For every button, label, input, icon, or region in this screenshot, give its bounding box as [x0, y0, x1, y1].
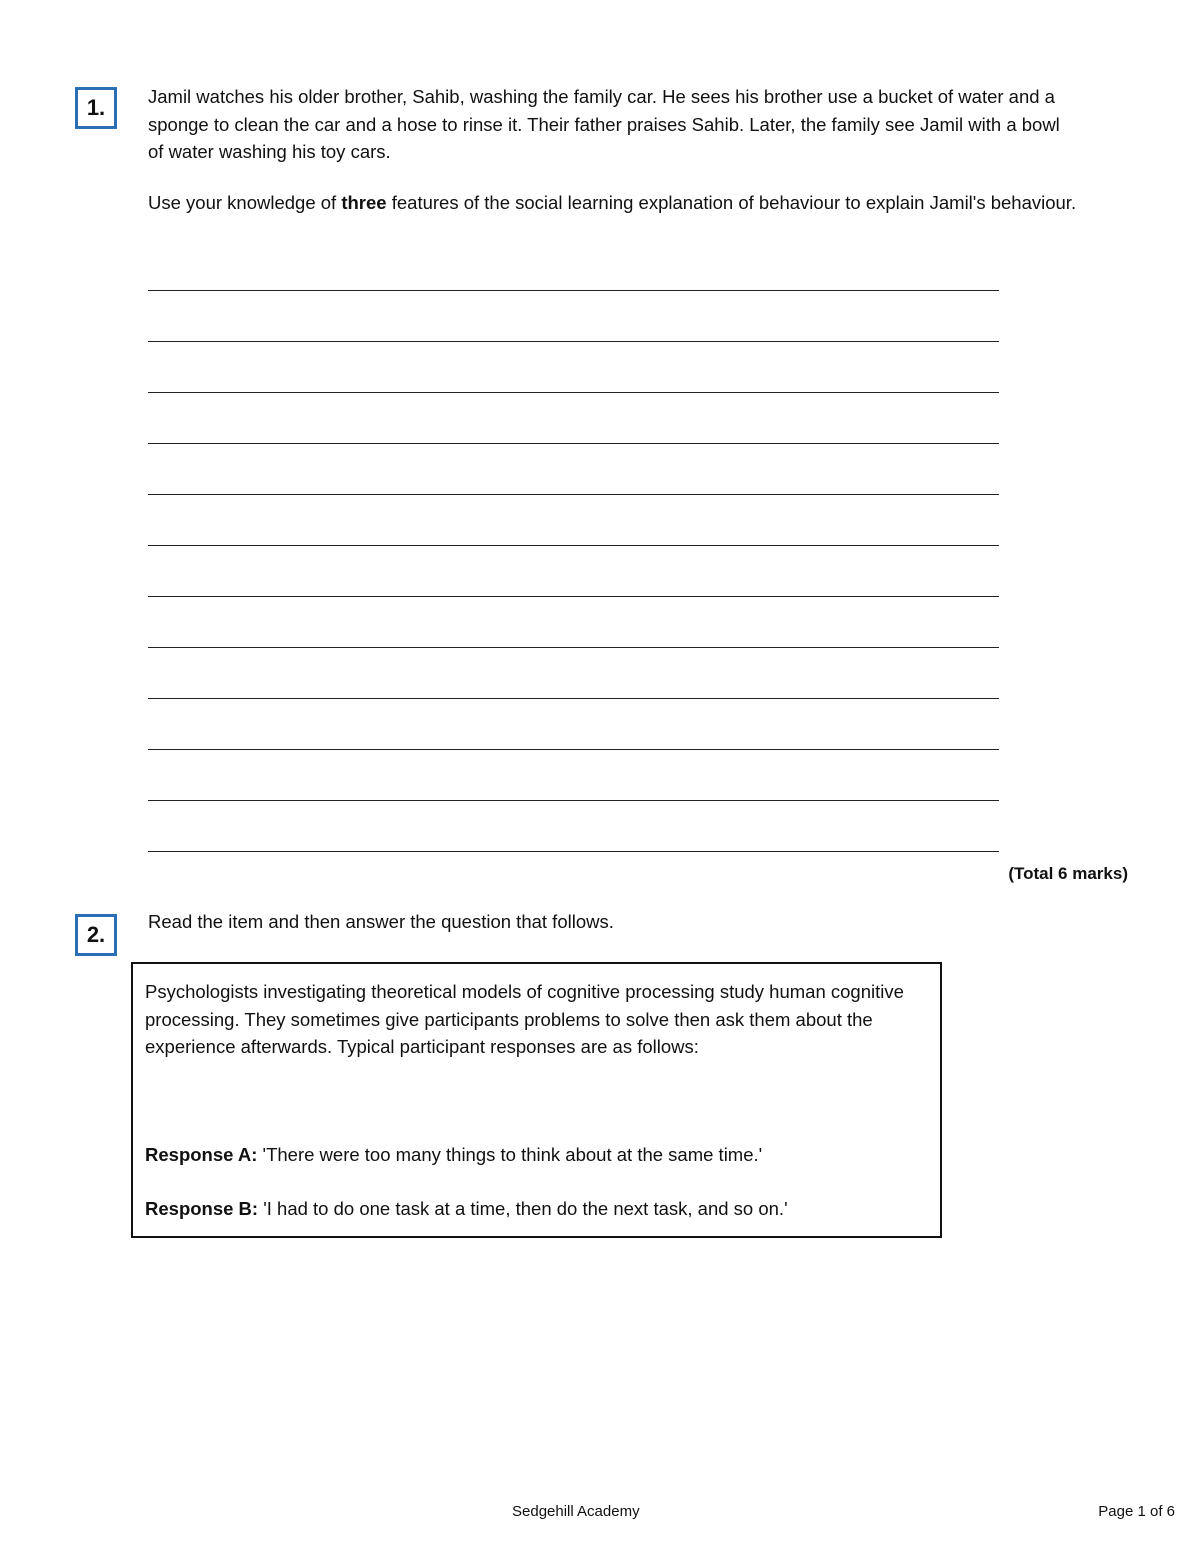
question-number-2: 2.	[75, 914, 117, 956]
item-text: Psychologists investigating theoretical models of cognitive processing study human cognitive processing. They sometimes give participants problems to solve then ask them about the experience afterwards. Typical participant responses are as follows:	[145, 981, 904, 1057]
answer-line[interactable]	[148, 392, 999, 393]
question-2-instruction: Read the item and then answer the question that follows.	[148, 911, 614, 932]
question-1-stem: Jamil watches his older brother, Sahib, washing the family car. He sees his brother use a bucket of water and a sponge to clean the car and a hose to rinse it. Their father praises Sahib. Later, the family see Jamil with a bowl of water washing his toy cars.	[148, 86, 1060, 162]
question-number-1: 1.	[75, 87, 117, 129]
answer-line[interactable]	[148, 290, 999, 291]
answer-line[interactable]	[148, 341, 999, 342]
answer-line[interactable]	[148, 647, 999, 648]
answer-line[interactable]	[148, 443, 999, 444]
answer-line[interactable]	[148, 545, 999, 546]
response-a-label: Response A:	[145, 1144, 258, 1165]
footer-page-number: Page 1 of 6	[1098, 1503, 1175, 1520]
answer-line[interactable]	[148, 851, 999, 852]
item-box	[131, 962, 942, 1238]
task-emphasis: three	[341, 192, 387, 213]
task-text-before: Use your knowledge of	[148, 192, 342, 213]
answer-line[interactable]	[148, 749, 999, 750]
answer-line[interactable]	[148, 698, 999, 699]
response-b-label: Response B:	[145, 1198, 259, 1219]
response-a	[145, 1144, 762, 1166]
answer-line[interactable]	[148, 494, 999, 495]
total-marks: (Total 6 marks)	[1008, 864, 1128, 883]
footer-school: Sedgehill Academy	[512, 1503, 640, 1520]
answer-line[interactable]	[148, 596, 999, 597]
answer-line[interactable]	[148, 800, 999, 801]
response-b-text: 'I had to do one task at a time, then do the next task, and so on.'	[258, 1198, 788, 1219]
task-text-after: features of the social learning explanation of behaviour to explain Jamil's behaviour.	[386, 192, 1077, 213]
response-a-text: 'There were too many things to think about at the same time.'	[257, 1144, 763, 1165]
question-1-task	[148, 189, 1078, 217]
response-b	[145, 1198, 788, 1220]
